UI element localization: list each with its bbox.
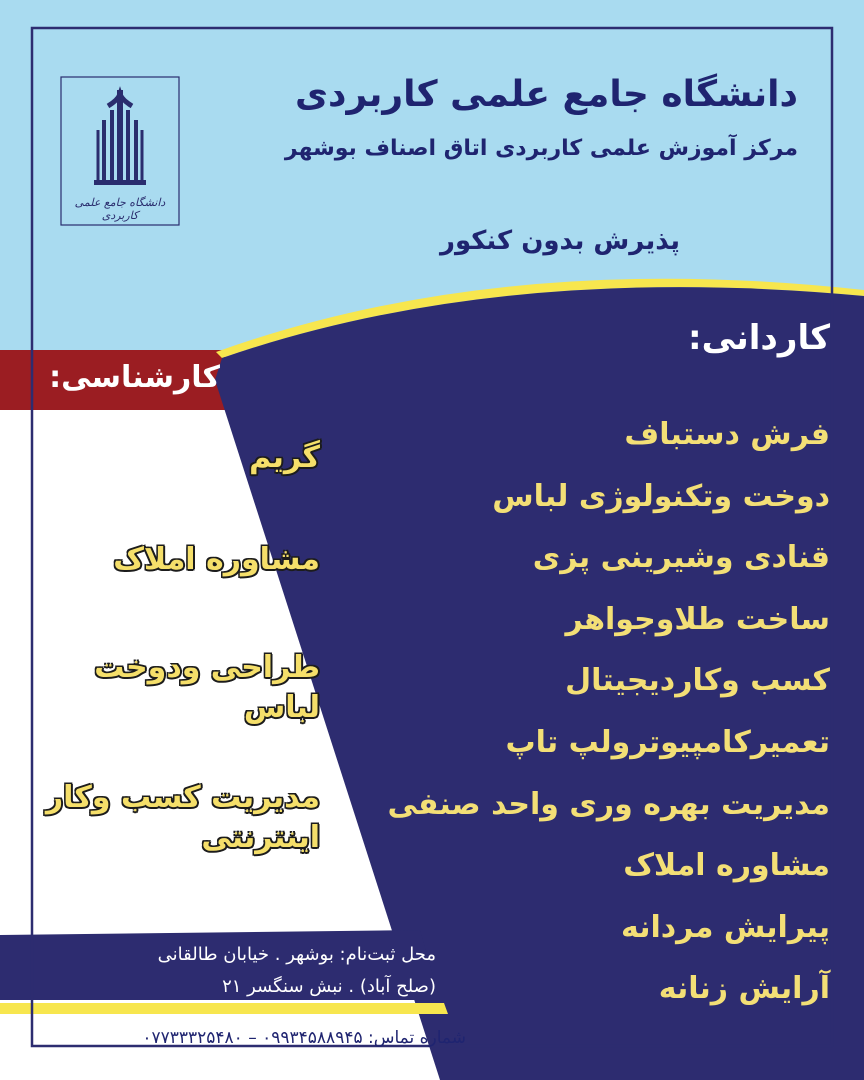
karshenasi-heading: کارشناسی: bbox=[49, 360, 220, 395]
kardani-item: فرش دستباف bbox=[624, 417, 830, 452]
kardani-item: دوخت وتکنولوژی لباس bbox=[492, 478, 830, 514]
kardani-item: مشاوره املاک bbox=[623, 848, 830, 884]
admission-text: پذیرش بدون کنکور bbox=[440, 226, 680, 256]
address-line-1: محل ثبت‌نام: بوشهر . خیابان طالقانی bbox=[157, 944, 436, 965]
kardani-item: مدیریت بهره وری واحد صنفی bbox=[387, 786, 830, 822]
kardani-item: پیرایش مردانه bbox=[621, 909, 830, 945]
address-line-2: (صلح آباد) . نبش سنگسر ۲۱ bbox=[222, 976, 436, 997]
karshenasi-item: طراحی ودوخت لباس bbox=[94, 650, 320, 725]
contact-numbers: شماره تماس: ۰۹۹۳۴۵۸۸۹۴۵ – ۰۷۷۳۳۳۲۵۴۸۰ bbox=[142, 1028, 466, 1048]
karshenasi-item: گریم bbox=[249, 440, 320, 475]
kardani-item: تعمیرکامپیوترولپ تاپ bbox=[505, 724, 830, 760]
kardani-item: ساخت طلاوجواهر bbox=[565, 601, 830, 637]
kardani-item: قنادی وشیرینی پزی bbox=[532, 540, 830, 576]
logo-caption: دانشگاه جامع علمی کاربردی bbox=[74, 196, 166, 222]
karshenasi-item: مشاوره املاک bbox=[113, 542, 320, 577]
kardani-item: کسب وکاردیجیتال bbox=[565, 663, 830, 699]
kardani-heading: کاردانی: bbox=[688, 318, 830, 358]
karshenasi-item: مدیریت کسب وکار اینترنتی bbox=[45, 780, 320, 855]
kardani-list bbox=[310, 404, 830, 1020]
kardani-item: آرایش زنانه bbox=[658, 971, 830, 1007]
training-center-title: مرکز آموزش علمی کاربردی اتاق اصناف بوشهر bbox=[284, 136, 798, 161]
university-title: دانشگاه جامع علمی کاربردی bbox=[294, 74, 798, 115]
